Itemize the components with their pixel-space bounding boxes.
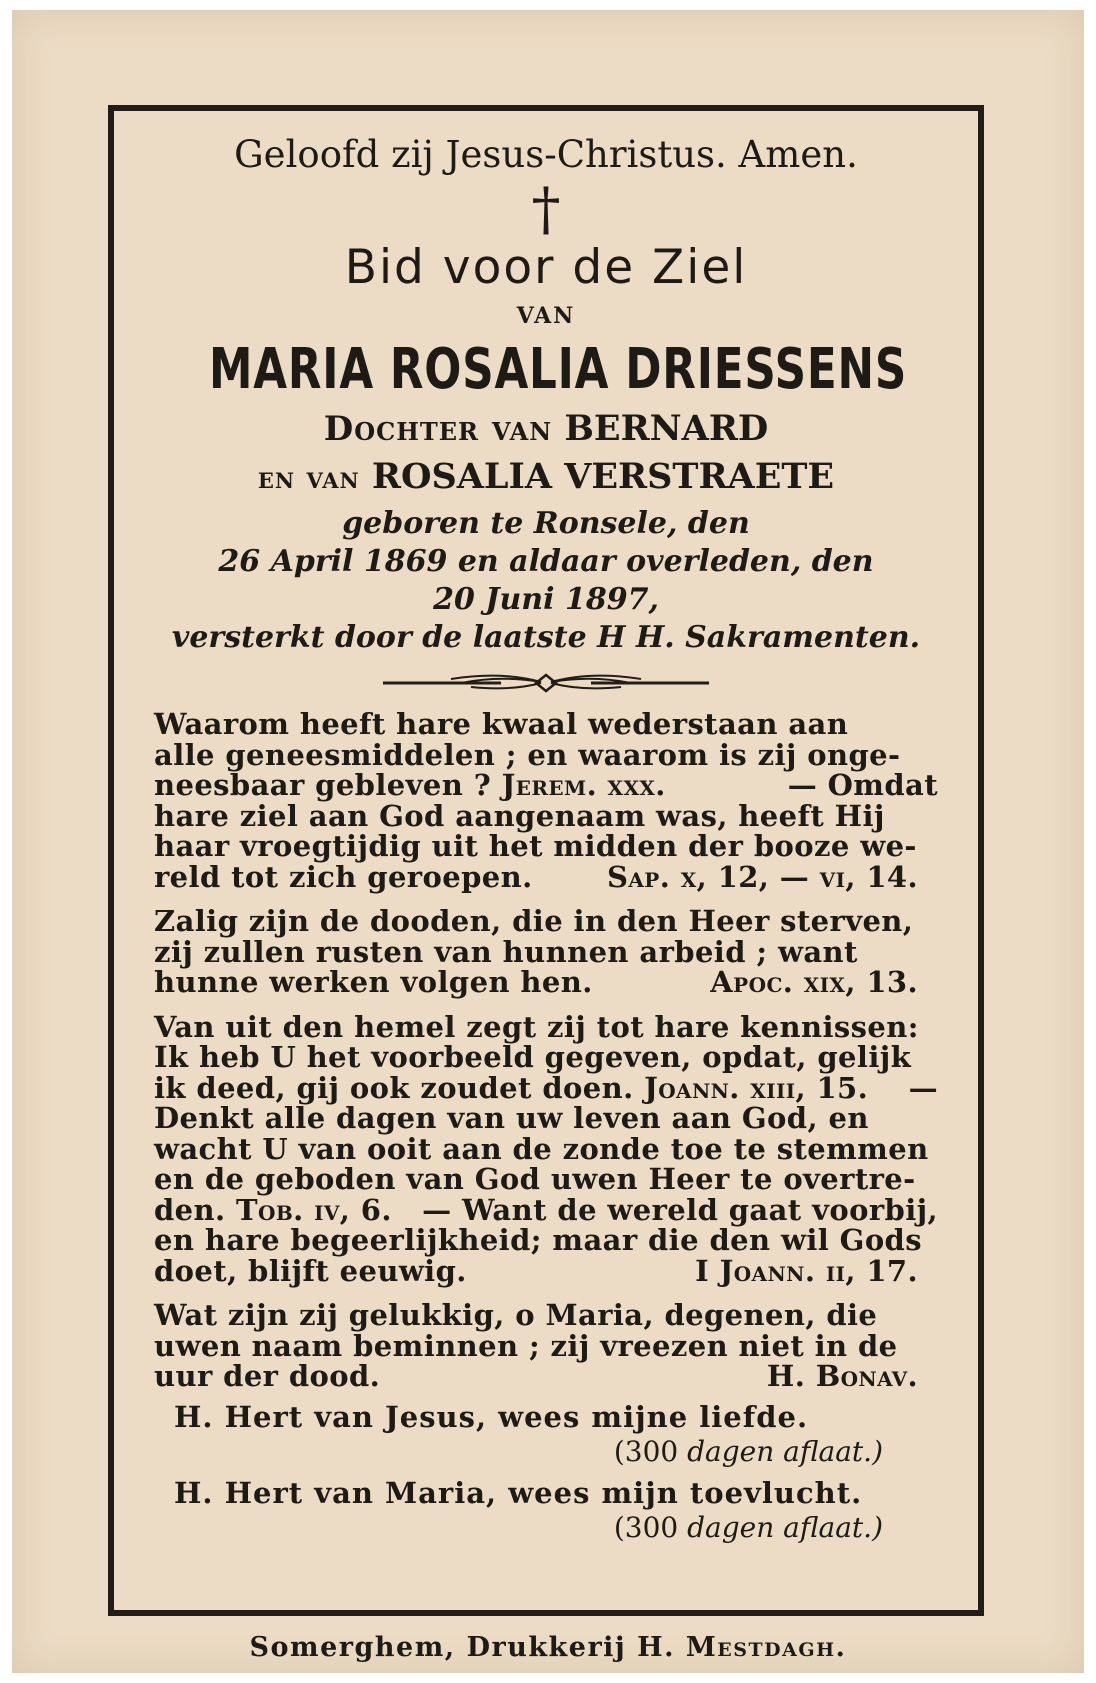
scripture-reference: I Joann. ii, 17. bbox=[695, 1253, 918, 1288]
text-row: den. Tob. iv, 6. — Want de wereld gaat voorbij, bbox=[154, 1192, 938, 1227]
text-row: Ik heb U het voorbeeld gegeven, opdat, gelijk bbox=[154, 1040, 912, 1074]
scripture-reference: Sap. x, 12, — vi, 14. bbox=[607, 859, 918, 894]
card-border-frame bbox=[108, 105, 984, 1616]
flourish-ornament-icon bbox=[381, 669, 711, 695]
paragraph-3 bbox=[154, 1009, 938, 1288]
deceased-name: MARIA ROSALIA DRIESSENS bbox=[209, 337, 908, 402]
scripture-reference: Apoc. xix, 13. bbox=[710, 965, 918, 999]
text-row: uwen naam beminnen ; zij vreezen niet in de bbox=[154, 1328, 898, 1363]
birth-place-line: geboren te Ronsele, den bbox=[342, 506, 750, 541]
van-label: VAN bbox=[516, 303, 576, 329]
memorial-card bbox=[12, 10, 1084, 1673]
text-row: haar vroegtijdig uit het midden der booze we- bbox=[154, 829, 917, 863]
text-row: hunne werken volgen hen. Apoc. xix, 13. bbox=[154, 965, 918, 999]
praise-line: Geloofd zij Jesus-Christus. Amen. bbox=[234, 133, 858, 176]
text-row: wacht U van ooit aan de zonde toe te stemmen bbox=[154, 1131, 929, 1166]
text-row: zij zullen rusten van hunnen arbeid ; want bbox=[154, 934, 858, 969]
indulgence-note: (300 dagen aflaat.) bbox=[613, 1510, 883, 1544]
text-row: en hare begeerlijkheid; maar die den wil Gods bbox=[154, 1223, 922, 1257]
prayer-heart-of-mary: H. Hert van Maria, wees mijn toevlucht. bbox=[174, 1475, 863, 1510]
text-row: reld tot zich geroepen. Sap. x, 12, — vi, 14. bbox=[154, 859, 918, 894]
paragraph-1 bbox=[154, 709, 938, 892]
death-date: 20 Juni 1897, bbox=[433, 582, 659, 617]
author-reference: H. Bonav. bbox=[766, 1359, 918, 1393]
prayer-sacred-heart-jesus: H. Hert van Jesus, wees mijne liefde. bbox=[174, 1399, 809, 1434]
text-row: Wat zijn zij gelukkig, o Maria, degenen, die bbox=[154, 1298, 878, 1332]
text-row: Denkt alle dagen van uw leven aan God, en bbox=[154, 1101, 869, 1135]
text-row: neesbaar gebleven ? Jerem. xxx. — Omdat bbox=[154, 768, 938, 802]
text-row: uur der dood. H. Bonav. bbox=[154, 1359, 918, 1393]
text-row: Zalig zijn de dooden, die in den Heer sterven, bbox=[154, 904, 914, 938]
cross-icon: † bbox=[531, 175, 561, 243]
scripture-reference: Tob. iv, 6. bbox=[236, 1192, 392, 1227]
daughter-prefix: Dochter van bbox=[323, 409, 553, 449]
paragraph-2 bbox=[154, 906, 938, 998]
birth-date: 26 April 1869 bbox=[218, 544, 448, 579]
text-row: Van uit den hemel zegt zij tot hare kennissen: bbox=[154, 1009, 919, 1044]
and-prefix: en van bbox=[257, 461, 360, 496]
card-content bbox=[114, 111, 978, 1546]
printer-place: Somerghem, Drukkerij H. bbox=[249, 1632, 676, 1663]
printer-name: Mestdagh. bbox=[685, 1632, 847, 1663]
mother-line bbox=[114, 453, 978, 503]
indulgence-note: (300 dagen aflaat.) bbox=[613, 1434, 883, 1468]
mother-name: ROSALIA VERSTRAETE bbox=[371, 456, 835, 497]
father-name: BERNARD bbox=[564, 408, 769, 449]
text-row: hare ziel aan God aangenaam was, heeft Hij bbox=[154, 798, 885, 833]
text-row: ik deed, gij ook zoudet doen. Joann. xiii, 15. — bbox=[154, 1070, 938, 1105]
scripture-reference: Joann. xiii, 15. bbox=[644, 1070, 869, 1105]
flourish-divider bbox=[114, 669, 978, 695]
sacraments-line: versterkt door de laatste H H. Sakramenten. bbox=[171, 620, 921, 655]
dates-line bbox=[114, 543, 978, 581]
request-heading: Bid voor de Ziel bbox=[344, 240, 748, 295]
father-line bbox=[114, 405, 978, 453]
text-row: alle geneesmiddelen ; en waarom is zij onge- bbox=[154, 737, 901, 772]
text-row: en de geboden van God uwen Heer te overtre- bbox=[154, 1162, 916, 1196]
paragraph-4 bbox=[154, 1300, 938, 1392]
text-row: Waarom heeft hare kwaal wederstaan aan bbox=[154, 707, 849, 741]
printer-imprint bbox=[12, 1632, 1084, 1663]
death-phrase: en aldaar overleden, den bbox=[457, 544, 874, 579]
scripture-reference: Jerem. xxx. bbox=[501, 768, 666, 802]
text-row: doet, blijft eeuwig. I Joann. ii, 17. bbox=[154, 1253, 918, 1288]
